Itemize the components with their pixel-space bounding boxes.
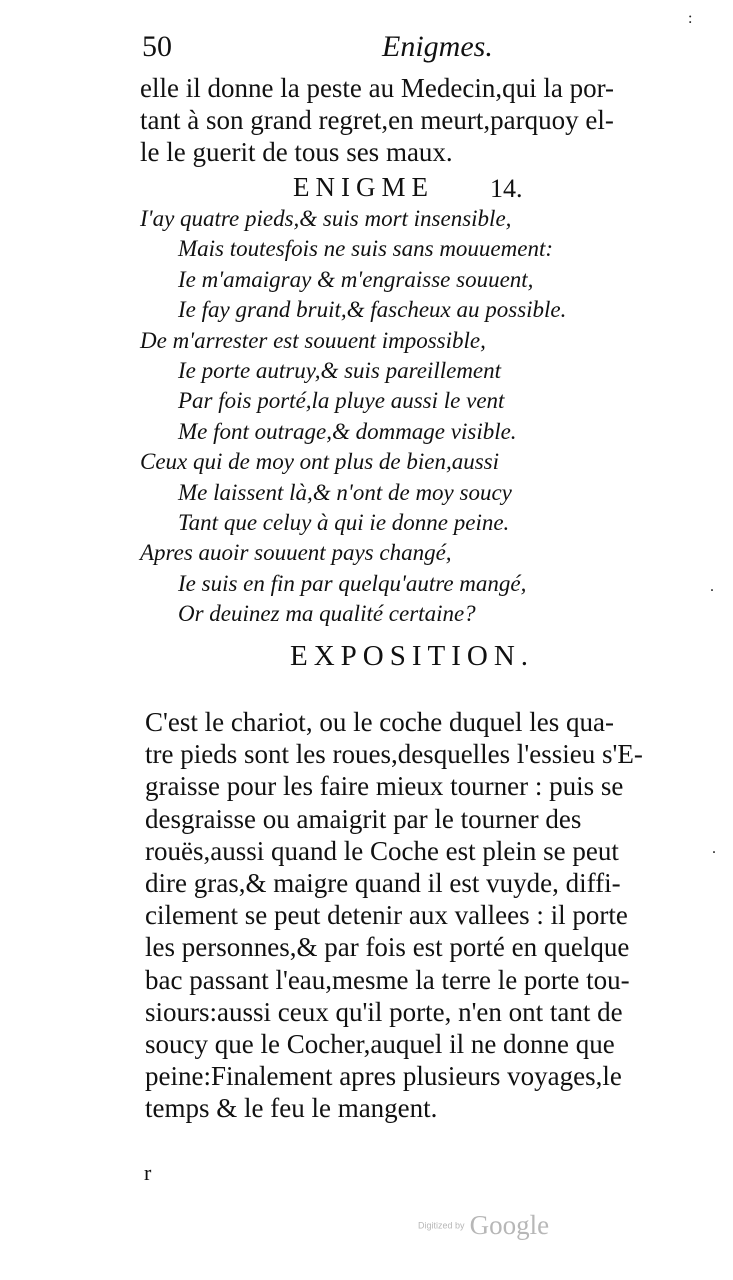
text-line: C'est le chariot, ou le coche duquel les qua- [145,707,614,737]
text-line: tre pieds sont les roues,desquelles l'essieu s'E- [145,739,643,770]
verse-line: Ie fay grand bruit,& fascheux au possible. [178,297,567,323]
enigme-verse [140,204,566,629]
text-line: cilement se peut detenir aux vallees : il porte [145,900,628,931]
verse-line: Ie porte autruy,& suis pareillement [178,357,502,383]
text-line: rouës,aussi quand le Coche est plein se peut [145,835,619,866]
text-line: peine:Finalement apres plusieurs voyages,le [145,1061,622,1092]
text-line: le le guerit de tous ses maux. [140,137,453,167]
text-line: graisse pour les faire mieux tourner : puis se [145,771,624,802]
digitization-watermark [418,1210,549,1241]
page-header [142,30,562,70]
verse-line: Mais toutesfois ne suis sans mouuement: [178,236,554,262]
exposition-paragraph [145,706,643,1124]
print-speck: : [688,10,693,27]
verse-line: Par fois porté,la pluye aussi le vent [178,388,505,414]
verse-line: Apres auoir souuent pays changé, [140,540,452,566]
verse-line: Me font outrage,& dommage visible. [178,418,517,444]
signature-mark: r [144,1160,152,1185]
verse-line: Tant que celuy à qui ie donne peine. [178,509,510,535]
verse-line: Ceux qui de moy ont plus de bien,aussi [140,449,500,475]
text-line: les personnes,& par fois est porté en quelque [145,932,630,963]
intro-paragraph [140,72,614,168]
verse-line: De m'arrester est souuent impossible, [140,327,486,353]
verse-line: Me laissent là,& n'ont de moy soucy [178,479,512,505]
verse-line: Ie suis en fin par quelqu'autre mangé, [178,570,527,596]
text-line: siours:aussi ceux qu'il porte, n'en ont tant de [145,996,623,1027]
verse-line: Ie m'amaigray & m'engraisse souuent, [178,266,534,292]
enigme-heading: ENIGME [293,172,434,202]
google-logo: Google [469,1210,550,1240]
exposition-heading: EXPOSITION. [290,640,535,672]
verse-line: Or deuinez ma qualité certaine? [178,601,476,627]
page-number: 50 [142,30,172,63]
print-speck: . [712,840,716,857]
text-line: dire gras,& maigre quand il est vuyde, diffi- [145,867,621,898]
watermark-prefix: Digitized by [418,1220,465,1231]
text-line: desgraisse ou amaigrit par le tourner des [145,803,582,834]
print-speck: . [710,578,714,595]
text-line: elle il donne la peste au Medecin,qui la por- [140,73,615,103]
text-line: soucy que le Cocher,auquel il ne donne que [145,1028,615,1059]
running-title: Enigmes. [382,30,493,63]
verse-line: I'ay quatre pieds,& suis mort insensible, [140,206,512,231]
enigme-number: 14. [490,174,523,203]
text-line: tant à son grand regret,en meurt,parquoy el- [140,105,614,135]
text-line: temps & le feu le mangent. [145,1093,438,1124]
text-line: bac passant l'eau,mesme la terre le porte tou- [145,964,630,995]
